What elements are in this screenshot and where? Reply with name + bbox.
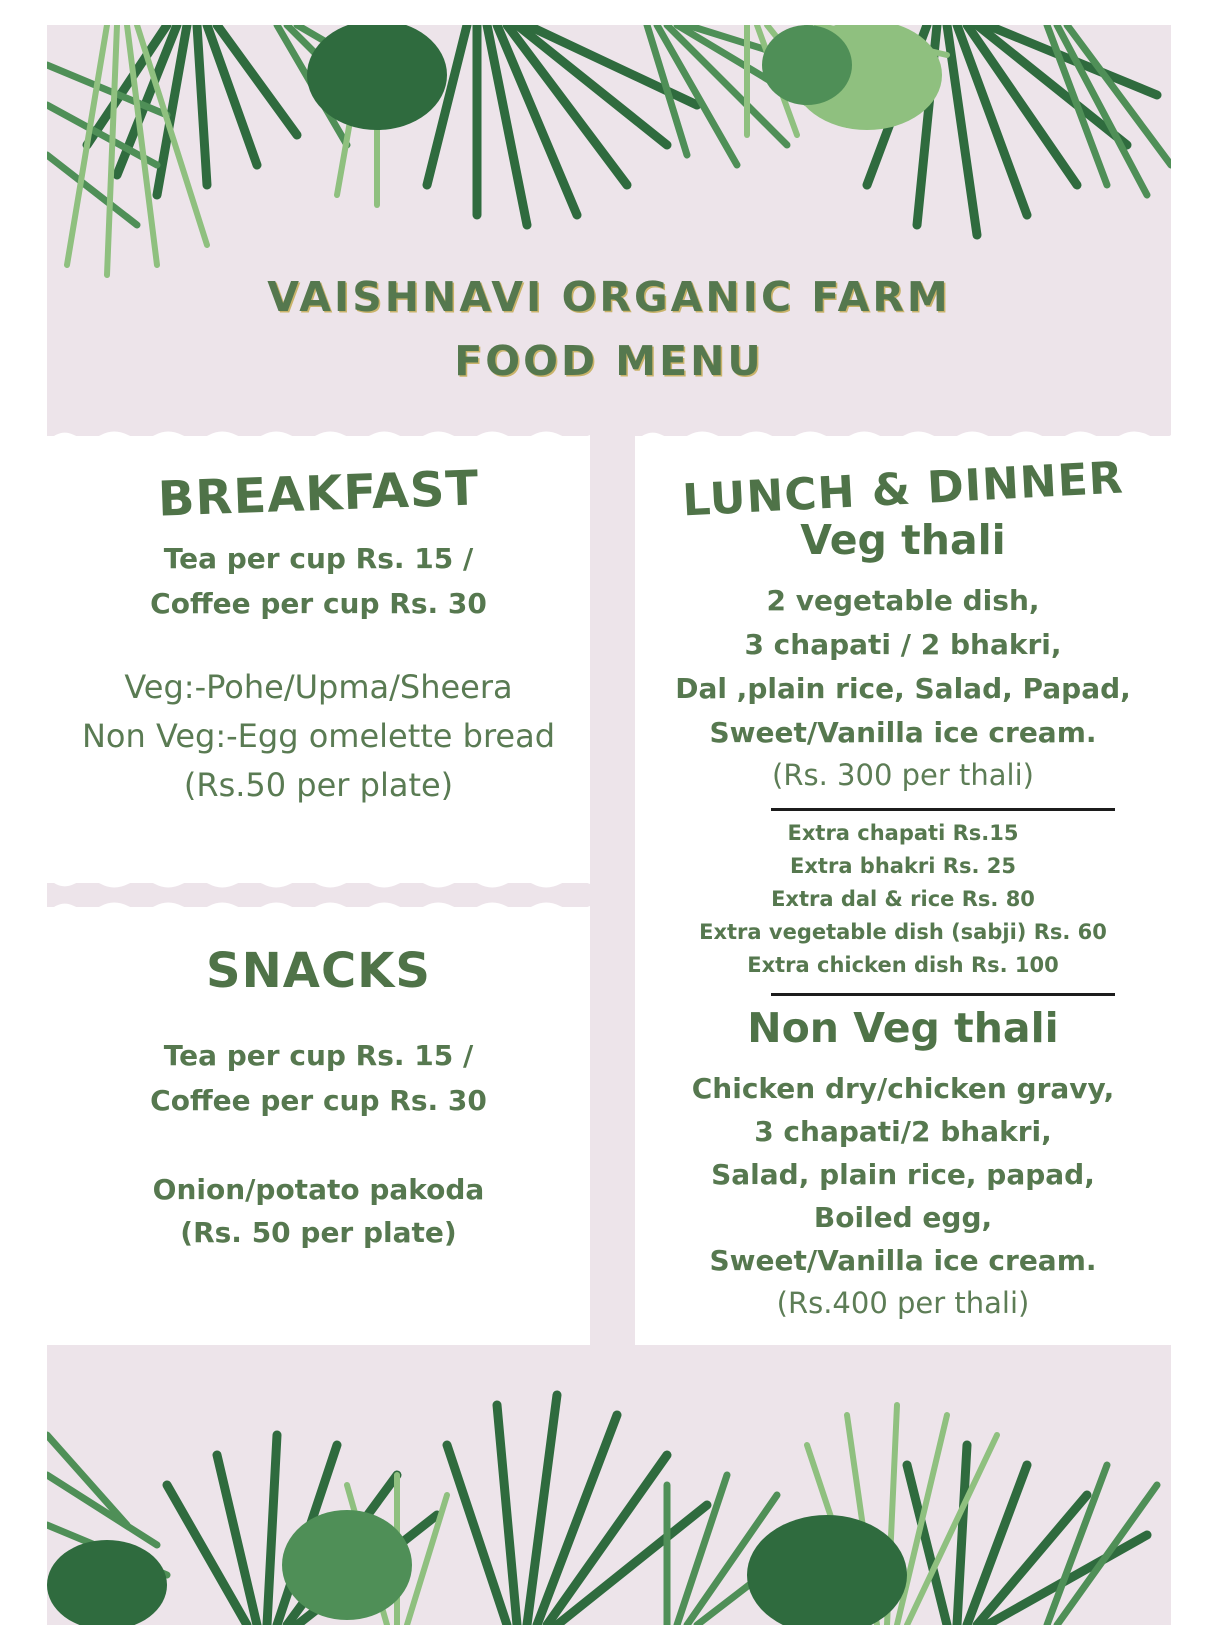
menu-poster [47,25,1171,1625]
wavy-edge [47,428,590,442]
nonveg-thali-item: Sweet/Vanilla ice cream. [709,1244,1097,1277]
snacks-drinks-line1: Tea per cup Rs. 15 / [163,1039,474,1072]
farm-name-title: VAISHNAVI ORGANIC FARM [267,273,951,321]
nonveg-thali-item: Salad, plain rice, papad, [711,1158,1095,1191]
divider-line [771,993,1115,996]
snacks-price: (Rs. 50 per plate) [180,1216,457,1249]
veg-thali-item: 2 vegetable dish, [766,584,1040,617]
menu-title: FOOD MENU [454,337,764,385]
breakfast-veg-item: Veg:-Pohe/Upma/Sheera [124,668,513,706]
extra-item: Extra chapati Rs.15 [787,821,1019,845]
nonveg-thali-price: (Rs.400 per thali) [776,1286,1030,1320]
nonveg-thali-title: Non Veg thali [747,1004,1059,1052]
lunch-dinner-panel [635,436,1171,1345]
extra-item: Extra dal & rice Rs. 80 [771,887,1035,911]
extra-item: Extra bhakri Rs. 25 [790,854,1016,878]
lunch-dinner-heading: LUNCH & DINNER [681,452,1125,527]
extra-item: Extra vegetable dish (sabji) Rs. 60 [699,920,1107,944]
breakfast-drinks-line2: Coffee per cup Rs. 30 [150,587,487,620]
breakfast-heading: BREAKFAST [156,460,481,528]
snacks-item: Onion/potato pakoda [152,1173,485,1206]
nonveg-thali-item: 3 chapati/2 bhakri, [754,1115,1052,1148]
veg-thali-title: Veg thali [800,516,1006,564]
veg-thali-item: Sweet/Vanilla ice cream. [709,716,1097,749]
nonveg-thali-item: Chicken dry/chicken gravy, [691,1072,1115,1105]
palm-leaves-bottom-decoration [47,1325,1171,1625]
veg-thali-item: Dal ,plain rice, Salad, Papad, [675,672,1131,705]
extra-item: Extra chicken dish Rs. 100 [747,953,1059,977]
snacks-heading: SNACKS [206,943,431,999]
snacks-panel [47,907,590,1345]
divider-line [771,808,1115,811]
snacks-drinks-line2: Coffee per cup Rs. 30 [150,1084,487,1117]
wavy-edge [47,899,590,913]
veg-thali-price: (Rs. 300 per thali) [772,758,1034,792]
wavy-edge [47,877,590,891]
breakfast-price: (Rs.50 per plate) [183,766,454,804]
breakfast-nonveg-item: Non Veg:-Egg omelette bread [81,717,556,755]
nonveg-thali-item: Boiled egg, [813,1201,993,1234]
breakfast-panel [47,436,590,883]
wavy-edge [635,428,1171,442]
veg-thali-item: 3 chapati / 2 bhakri, [744,628,1062,661]
breakfast-drinks-line1: Tea per cup Rs. 15 / [163,542,474,575]
